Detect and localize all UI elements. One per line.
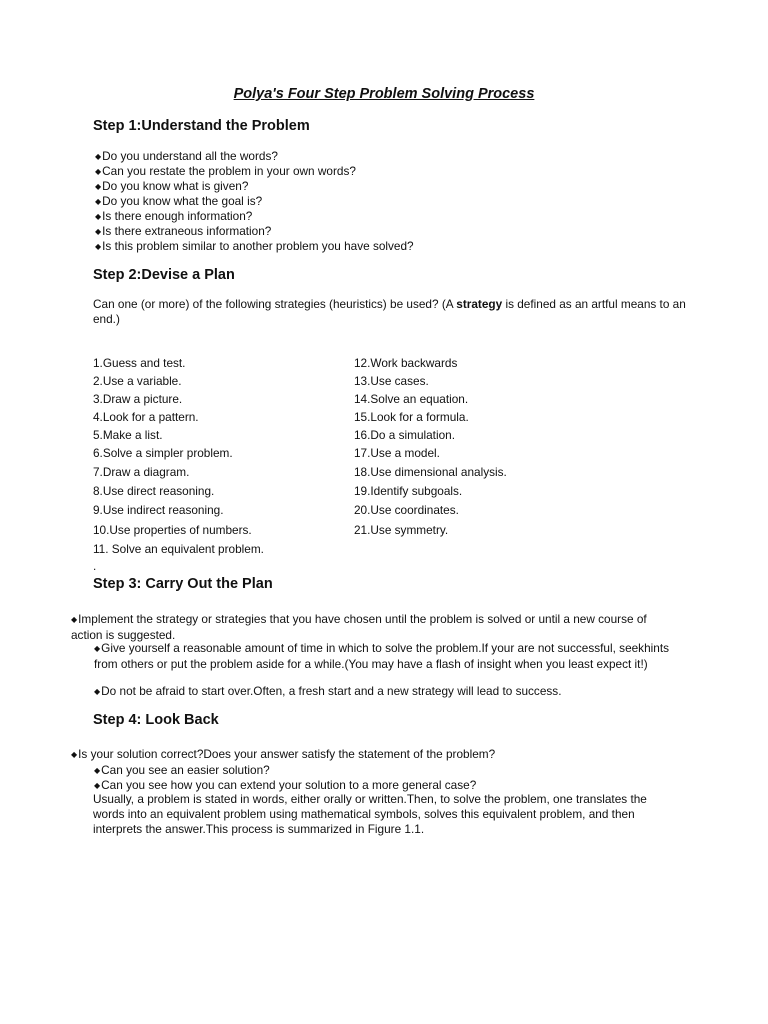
strategy-item: 15.Look for a formula.	[354, 410, 469, 424]
step2-intro-after: is defined as an artful means to an end.)	[93, 297, 686, 326]
strategy-item: 21.Use symmetry.	[354, 523, 449, 537]
step3-sub2-text: Do not be afraid to start over.Often, a fresh start and a new strategy will lead to success.	[101, 684, 562, 698]
strategy-item: 14.Solve an equation.	[354, 392, 469, 406]
strategy-item: 3.Draw a picture.	[93, 392, 183, 406]
step4-heading: Step 4: Look Back	[93, 712, 219, 728]
step3-main-text: Implement the strategy or strategies that you have chosen until the problem is solved or until a new course of action is suggested.	[71, 612, 647, 642]
strategy-item: 11. Solve an equivalent problem.	[93, 542, 264, 556]
diamond-bullet-icon: ◆	[95, 227, 102, 236]
diamond-bullet-icon: ◆	[94, 781, 101, 790]
strategy-item: 1.Guess and test.	[93, 356, 186, 370]
step1-question	[95, 239, 414, 254]
diamond-bullet-icon: ◆	[95, 197, 102, 206]
step4-sub1-text: Can you see an easier solution?	[101, 763, 270, 777]
step2-intro-bold: strategy	[456, 297, 503, 311]
strategy-item: 2.Use a variable.	[93, 374, 182, 388]
step3-sub1	[94, 641, 672, 672]
step2-heading: Step 2:Devise a Plan	[93, 267, 235, 283]
diamond-bullet-icon: ◆	[71, 750, 78, 759]
strategy-item: 19.Identify subgoals.	[354, 484, 463, 498]
diamond-bullet-icon: ◆	[71, 615, 78, 624]
diamond-bullet-icon: ◆	[94, 766, 101, 775]
strategy-item: 5.Make a list.	[93, 428, 163, 442]
diamond-bullet-icon: ◆	[95, 212, 102, 221]
strategy-item: 16.Do a simulation.	[354, 428, 455, 442]
step1-question-text: Is there extraneous information?	[102, 224, 272, 238]
step1-question-text: Is this problem similar to another problem you have solved?	[102, 239, 414, 253]
step3-sub1-text: Give yourself a reasonable amount of time in which to solve the problem.If your are not successful, seekhints from others or put the problem aside for a while.(You may have a flash of insight when you least expect it!)	[94, 641, 670, 671]
strategy-item: 6.Solve a simpler problem.	[93, 446, 233, 460]
page-title: Polya's Four Step Problem Solving Process	[233, 86, 535, 102]
step1-question-text: Do you know what is given?	[102, 179, 249, 193]
step1-heading: Step 1:Understand the Problem	[93, 118, 310, 134]
strategy-item: 17.Use a model.	[354, 446, 440, 460]
strategy-item: 10.Use properties of numbers.	[93, 523, 252, 537]
step1-question	[95, 224, 414, 239]
step1-question	[95, 149, 414, 164]
step1-question-list	[95, 149, 414, 254]
diamond-bullet-icon: ◆	[95, 152, 102, 161]
diamond-bullet-icon: ◆	[95, 167, 102, 176]
strategy-item: 18.Use dimensional analysis.	[354, 465, 507, 479]
strategy-item: 20.Use coordinates.	[354, 503, 459, 517]
step1-question-text: Is there enough information?	[102, 209, 253, 223]
step1-question-text: Do you know what the goal is?	[102, 194, 263, 208]
step3-main	[71, 612, 671, 643]
step4-main	[71, 747, 495, 763]
step2-intro	[93, 297, 693, 327]
step1-question	[95, 164, 414, 179]
trailing-dot: .	[93, 559, 97, 573]
strategy-item: 7.Draw a diagram.	[93, 465, 190, 479]
step4-sub1	[94, 763, 270, 779]
step1-question	[95, 194, 414, 209]
strategy-item: 9.Use indirect reasoning.	[93, 503, 224, 517]
strategy-item: 12.Work backwards	[354, 356, 458, 370]
step4-paragraph: Usually, a problem is stated in words, either orally or written.Then, to solve the problem, one translates the words into an equivalent problem using mathematical symbols, solves this equivalent problem, and then interprets the answer.This process is summarized in Figure 1.1.	[93, 792, 647, 836]
strategy-item: 8.Use direct reasoning.	[93, 484, 215, 498]
strategy-item: 4.Look for a pattern.	[93, 410, 199, 424]
step1-question	[95, 179, 414, 194]
step4-sub2-text: Can you see how you can extend your solution to a more general case?	[101, 778, 477, 792]
step1-question-text: Do you understand all the words?	[102, 149, 278, 163]
diamond-bullet-icon: ◆	[95, 242, 102, 251]
step3-heading: Step 3: Carry Out the Plan	[93, 576, 273, 592]
step1-question-text: Can you restate the problem in your own words?	[102, 164, 356, 178]
step3-sub2	[94, 684, 561, 700]
step2-intro-before: Can one (or more) of the following strategies (heuristics) be used? (A	[93, 297, 457, 311]
diamond-bullet-icon: ◆	[94, 644, 101, 653]
step4-main-text: Is your solution correct?Does your answer satisfy the statement of the problem?	[78, 747, 496, 761]
step1-question	[95, 209, 414, 224]
strategy-item: 13.Use cases.	[354, 374, 429, 388]
diamond-bullet-icon: ◆	[94, 687, 101, 696]
diamond-bullet-icon: ◆	[95, 182, 102, 191]
